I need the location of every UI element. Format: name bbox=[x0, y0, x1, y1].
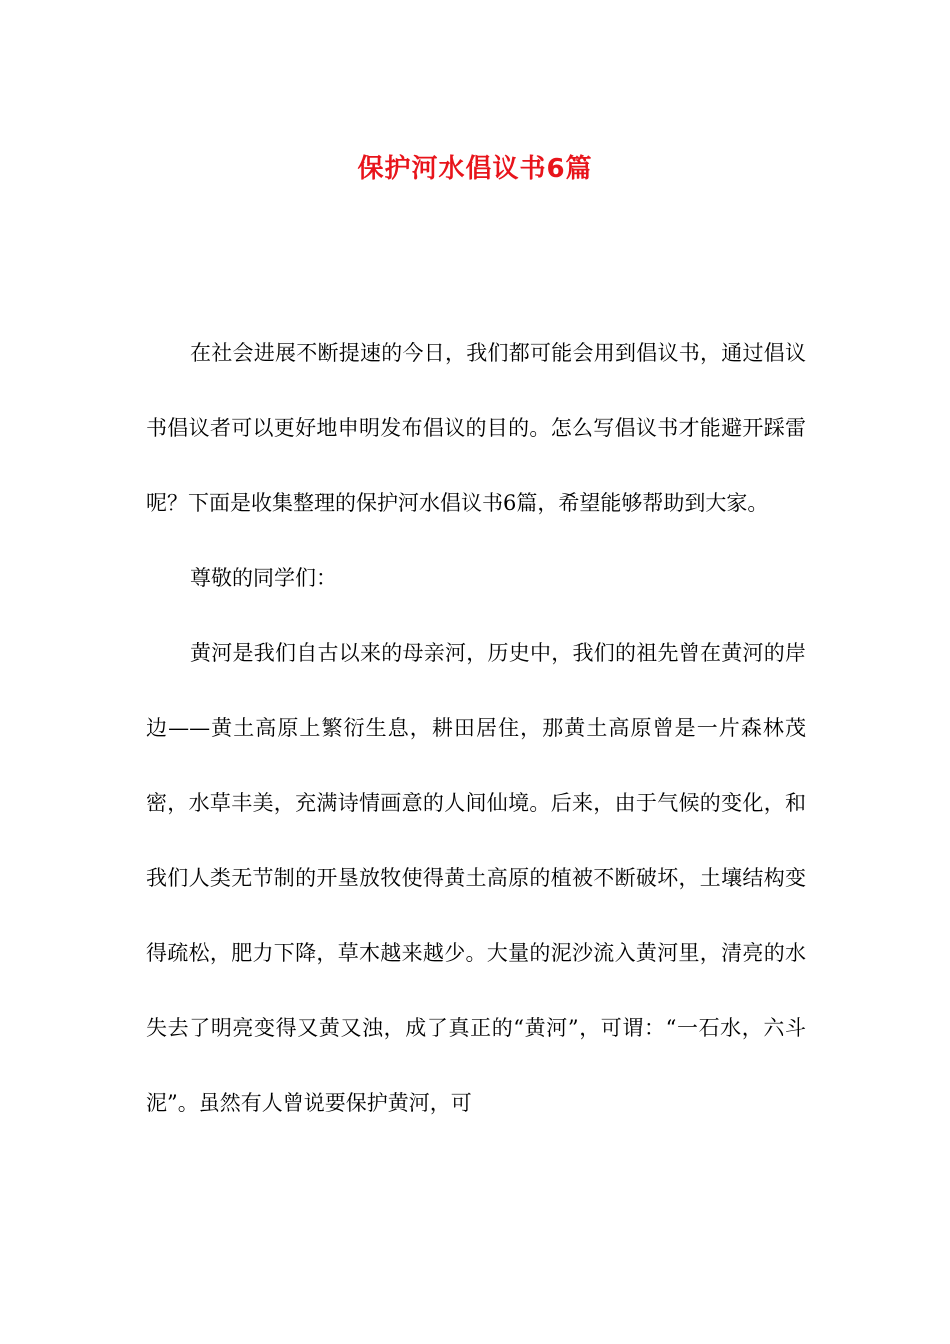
document-body bbox=[146, 316, 806, 1141]
salutation-paragraph: 尊敬的同学们： bbox=[190, 566, 337, 590]
page-title: 保护河水倡议书6篇 bbox=[357, 154, 593, 185]
body-paragraph: 黄河是我们自古以来的母亲河，历史中，我们的祖先曾在黄河的岸边——黄土高原上繁衍生息，耕田居住，那黄土高原曾是一片森林茂密，水草丰美，充满诗情画意的人间仙境。后来，由于气候的变化，和我们人类无节制的开垦放牧使得黄土高原的植被不断破坏，土壤结构变得疏松，肥力下降，草木越来越少。大量的泥沙流入黄河里，清亮的水失去了明亮变得又黄又浊，成了真正的“黄河”，可谓：“一石水，六斗泥”。虽然有人曾说要保护黄河，可 bbox=[146, 641, 806, 1115]
intro-paragraph: 在社会进展不断提速的今日，我们都可能会用到倡议书，通过倡议书倡议者可以更好地申明发布倡议的目的。怎么写倡议书才能避开踩雷呢？下面是收集整理的保护河水倡议书6篇，希望能够帮助到大家。 bbox=[146, 341, 806, 515]
